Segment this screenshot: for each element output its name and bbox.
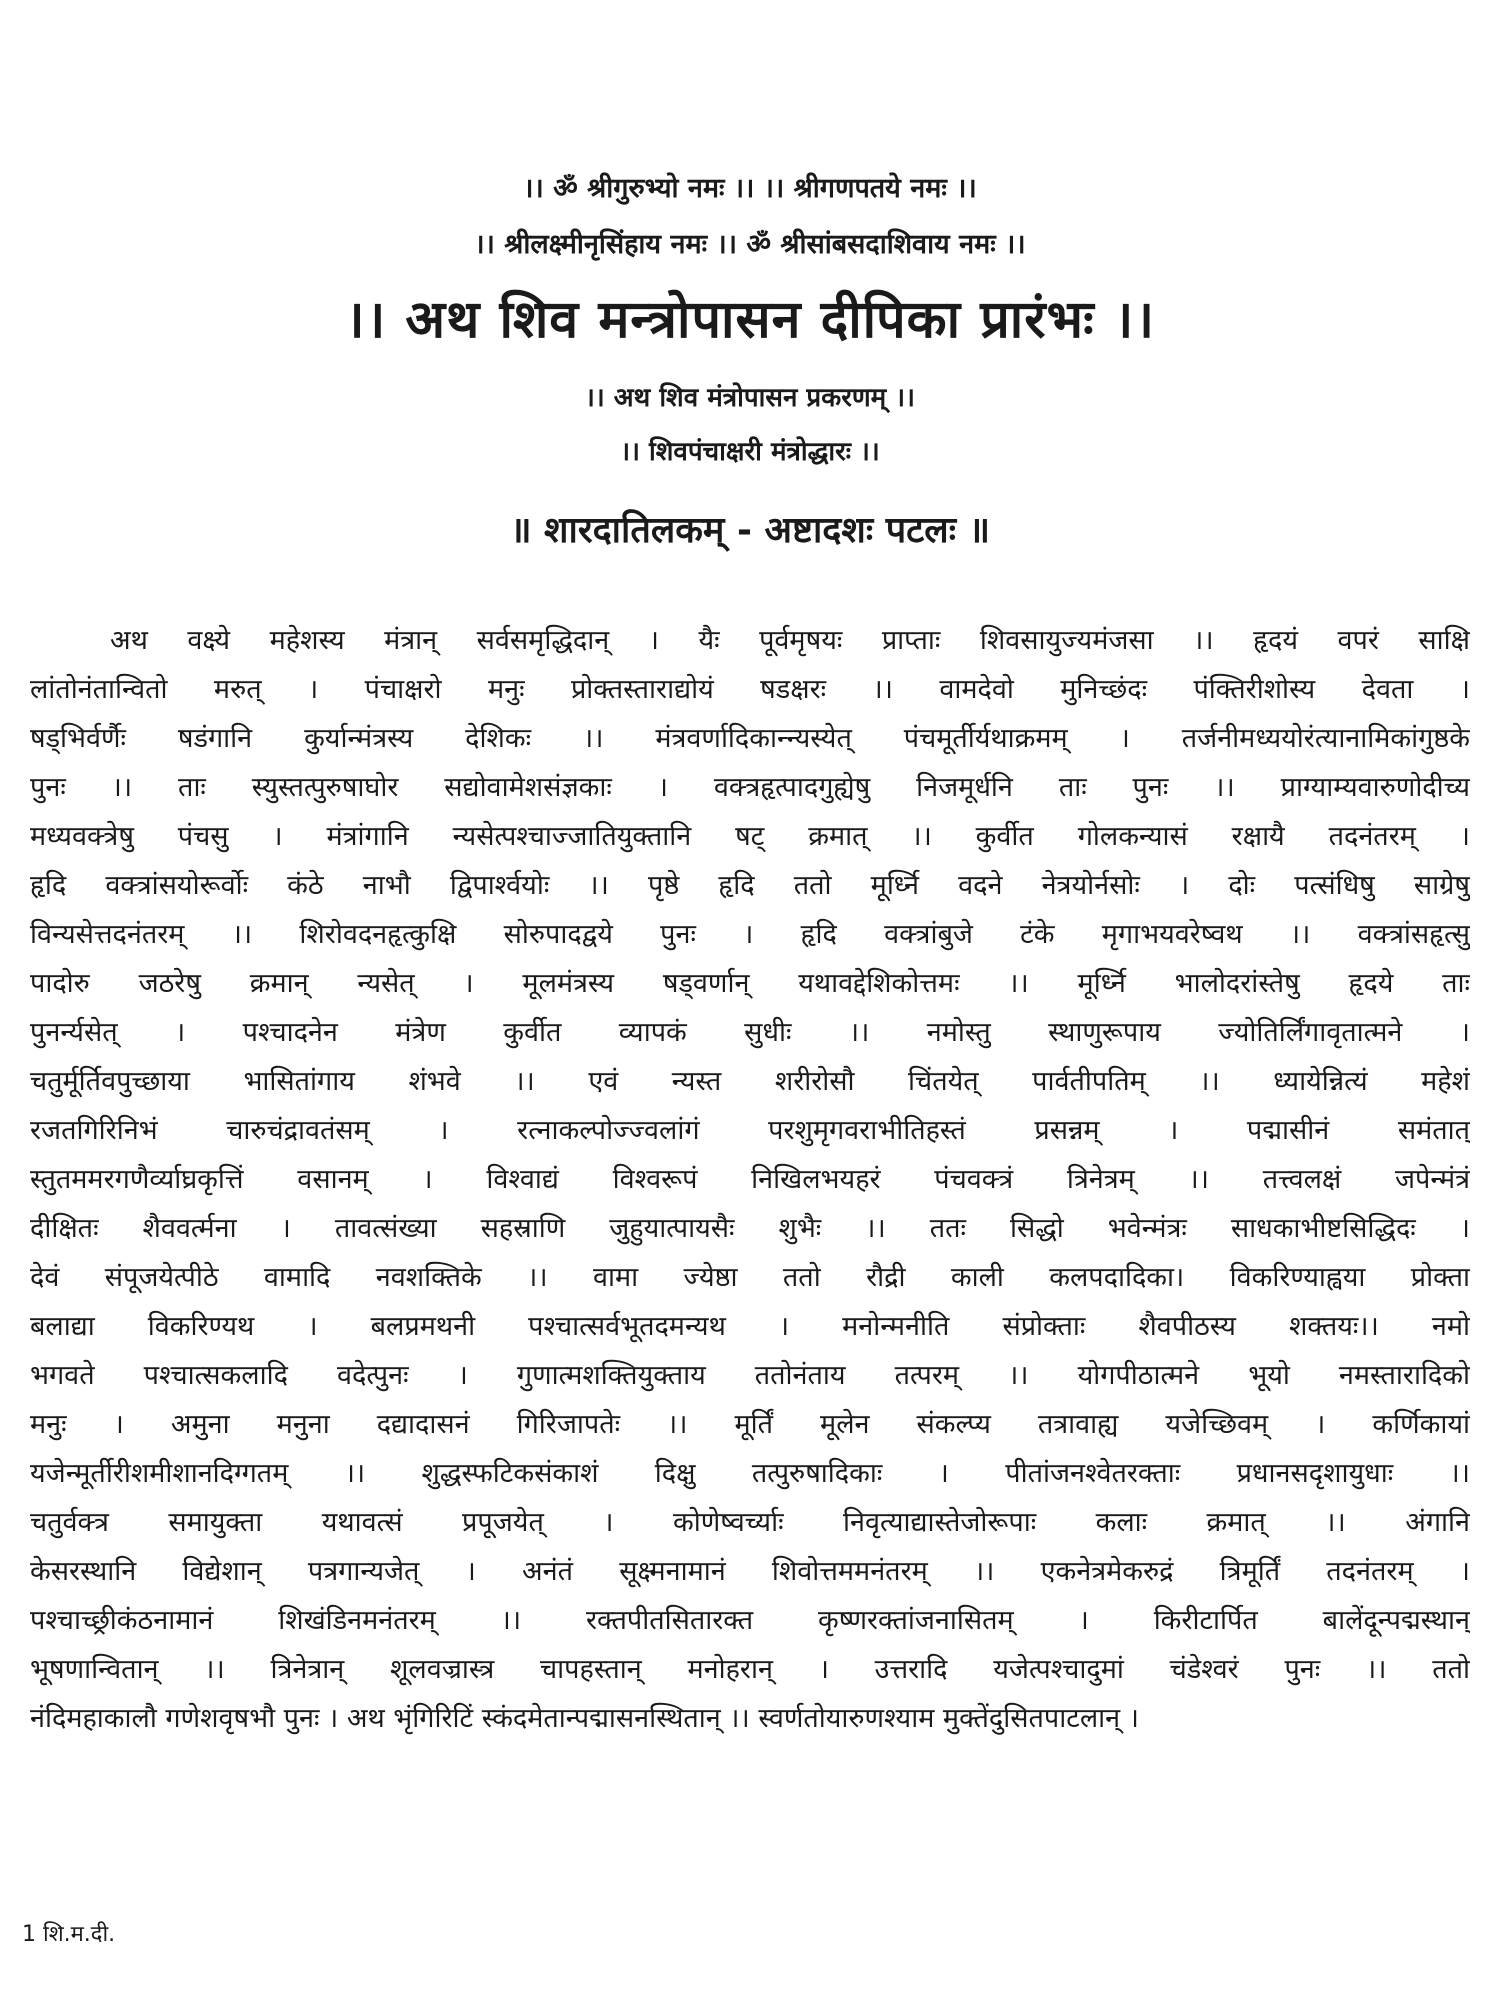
body-line: चतुर्वक्त्र समायुक्ता यथावत्सं प्रपूजयेत् । कोणेष्वर्च्याः निवृत्याद्यास्तेजोरूपाः कलाः क्रमात् ।। अंगानि <box>30 1507 1470 1538</box>
body-line: मध्यवक्त्रेषु पंचसु । मंत्रांगानि न्यसेत्पश्चाज्जातियुक्तानि षट् क्रमात् ।। कुर्वीत गोलकन्यासं रक्षायै तदनंतरम् । <box>30 821 1470 852</box>
body-line: पुनः ।। ताः स्युस्तत्पुरुषाघोर सद्योवामेशसंज्ञकाः । वक्त्रहृत्पादगुह्येषु निजमूर्धनि ताः पुनः ।। प्राग्याम्यवारुणोदीच्य <box>30 772 1470 803</box>
body-line: हृदि वक्त्रांसयोरूर्वोः कंठे नाभौ द्विपार्श्वयोः ।। पृष्ठे हृदि ततो मूर्ध्नि वदने नेत्रयोर्नसोः । दोः पत्संधिषु साग्रेषु <box>30 870 1470 901</box>
invocation-line-1: ।। ॐ श्रीगुरुभ्यो नमः ।। ।। श्रीगणपतये नमः ।। <box>523 173 977 204</box>
body-line: षड्भिर्वर्णैः षडंगानि कुर्यान्मंत्रस्य देशिकः ।। मंत्रवर्णादिकान्न्यस्येत् पंचमूर्तीर्यथाक्रमम् । तर्जनीमध्ययोरंत्यानामिकांगुष्ठके <box>30 723 1470 754</box>
body-line: देवं संपूजयेत्पीठे वामादि नवशक्तिके ।। वामा ज्येष्ठा ततो रौद्री काली कलपदादिका। विकरिण्याह्वया प्रोक्ता <box>30 1262 1470 1293</box>
body-line: विन्यसेत्तदनंतरम् ।। शिरोवदनहृत्कुक्षि सोरुपादद्वये पुनः । हृदि वक्त्रांबुजे टंके मृगाभयवरेष्वथ ।। वक्त्रांसहृत्सु <box>30 919 1470 950</box>
body-line: भगवते पश्चात्सकलादि वदेत्पुनः । गुणात्मशक्तियुक्ताय ततोनंताय तत्परम् ।। योगपीठात्मने भूयो नमस्तारादिको <box>30 1360 1470 1391</box>
invocation-line-2: ।। श्रीलक्ष्मीनृसिंहाय नमः ।। ॐ श्रीसांबसदाशिवाय नमः ।। <box>474 229 1026 260</box>
body-line: रजतगिरिनिभं चारुचंद्रावतंसम् । रत्नाकल्पोज्ज्वलांगं परशुमृगवराभीतिहस्तं प्रसन्नम् । पद्मासीनं समंतात् <box>30 1115 1470 1146</box>
body-line: लांतोनंतान्वितो मरुत् । पंचाक्षरो मनुः प्रोक्तस्ताराद्योयं षडक्षरः ।। वामदेवो मुनिच्छंदः पंक्तिरीशोस्य देवता । <box>30 674 1470 705</box>
body-line: चतुर्मूर्तिवपुच्छाया भासितांगाय शंभवे ।। एवं न्यस्त शरीरोसौ चिंतयेत् पार्वतीपतिम् ।। ध्यायेन्नित्यं महेशं <box>30 1066 1470 1097</box>
body-line: पादोरु जठरेषु क्रमान् न्यसेत् । मूलमंत्रस्य षड्वर्णान् यथावद्देशिकोत्तमः ।। मूर्ध्नि भालोदरांस्तेषु हृदये ताः <box>30 968 1470 999</box>
chapter-title: ॥ शारदातिलकम् - अष्टादशः पटलः ॥ <box>509 510 991 551</box>
body-line: पुनर्न्यसेत् । पश्चादनेन मंत्रेण कुर्वीत व्यापकं सुधीः ।। नमोस्तु स्थाणुरूपाय ज्योतिर्लिंगावृतात्मने । <box>30 1017 1470 1048</box>
body-line: बलाद्या विकरिण्यथ । बलप्रमथनी पश्चात्सर्वभूतदमन्यथ । मनोन्मनीति संप्रोक्ताः शैवपीठस्य शक्तयः।। नमो <box>30 1311 1470 1342</box>
main-title: ।। अथ शिव मन्त्रोपासन दीपिका प्रारंभः ।। <box>344 290 1156 350</box>
body-line: भूषणान्वितान् ।। त्रिनेत्रान् शूलवज्रास्त्र चापहस्तान् मनोहरान् । उत्तरादि यजेत्पश्चादुमां चंडेश्वरं पुनः ।। ततो <box>30 1654 1470 1685</box>
footer-reference: 1 शि.म.दी. <box>22 1922 116 1947</box>
body-paragraph <box>30 616 1470 1743</box>
body-line: पश्चाच्छ्रीकंठनामानं शिखंडिनमनंतरम् ।। रक्तपीतसितारक्त कृष्णरक्तांजनासितम् । किरीटार्पित बालेंदून्पद्मस्थान् <box>30 1605 1470 1636</box>
body-line: केसरस्थानि विद्येशान् पत्रगान्यजेत् । अनंतं सूक्ष्मनामानं शिवोत्तममनंतरम् ।। एकनेत्रमेकरुद्रं त्रिमूर्तिं तदनंतरम् । <box>30 1556 1470 1587</box>
subtitle-prakaranam: ।। अथ शिव मंत्रोपासन प्रकरणम् ।। <box>585 383 915 413</box>
body-line: यजेन्मूर्तीरीशमीशानदिग्गतम् ।। शुद्धस्फटिकसंकाशं दिक्षु तत्पुरुषादिकाः । पीतांजनश्वेतरक्ताः प्रधानसदृशायुधाः ।। <box>30 1458 1470 1489</box>
body-line: मनुः । अमुना मनुना दद्यादासनं गिरिजापतेः ।। मूर्तिं मूलेन संकल्प्य तत्रावाह्य यजेच्छिवम् । कर्णिकायां <box>30 1409 1470 1440</box>
body-line: नंदिमहाकालौ गणेशवृषभौ पुनः । अथ भृंगिरिटिं स्कंदमेतान्पद्मासनस्थितान् ।। स्वर्णतोयारुणश्याम मुक्तेंदुसितपाटलान् । <box>30 1703 1139 1734</box>
body-line: अथ वक्ष्ये महेशस्य मंत्रान् सर्वसमृद्धिदान् । यैः पूर्वमृषयः प्राप्ताः शिवसायुज्यमंजसा ।। हृदयं वपरं साक्षि <box>110 625 1470 656</box>
body-line: स्तुतममरगणैर्व्याघ्रकृत्तिं वसानम् । विश्वाद्यं विश्वरूपं निखिलभयहरं पंचवक्त्रं त्रिनेत्रम् ।। तत्त्वलक्षं जपेन्मंत्रं <box>30 1164 1470 1195</box>
subtitle-mantroddhara: ।। शिवपंचाक्षरी मंत्रोद्धारः ।। <box>620 437 880 467</box>
body-line: दीक्षितः शैववर्त्मना । तावत्संख्या सहस्राणि जुहुयात्पायसैः शुभैः ।। ततः सिद्धो भवेन्मंत्रः साधकाभीष्टसिद्धिदः । <box>30 1213 1470 1244</box>
